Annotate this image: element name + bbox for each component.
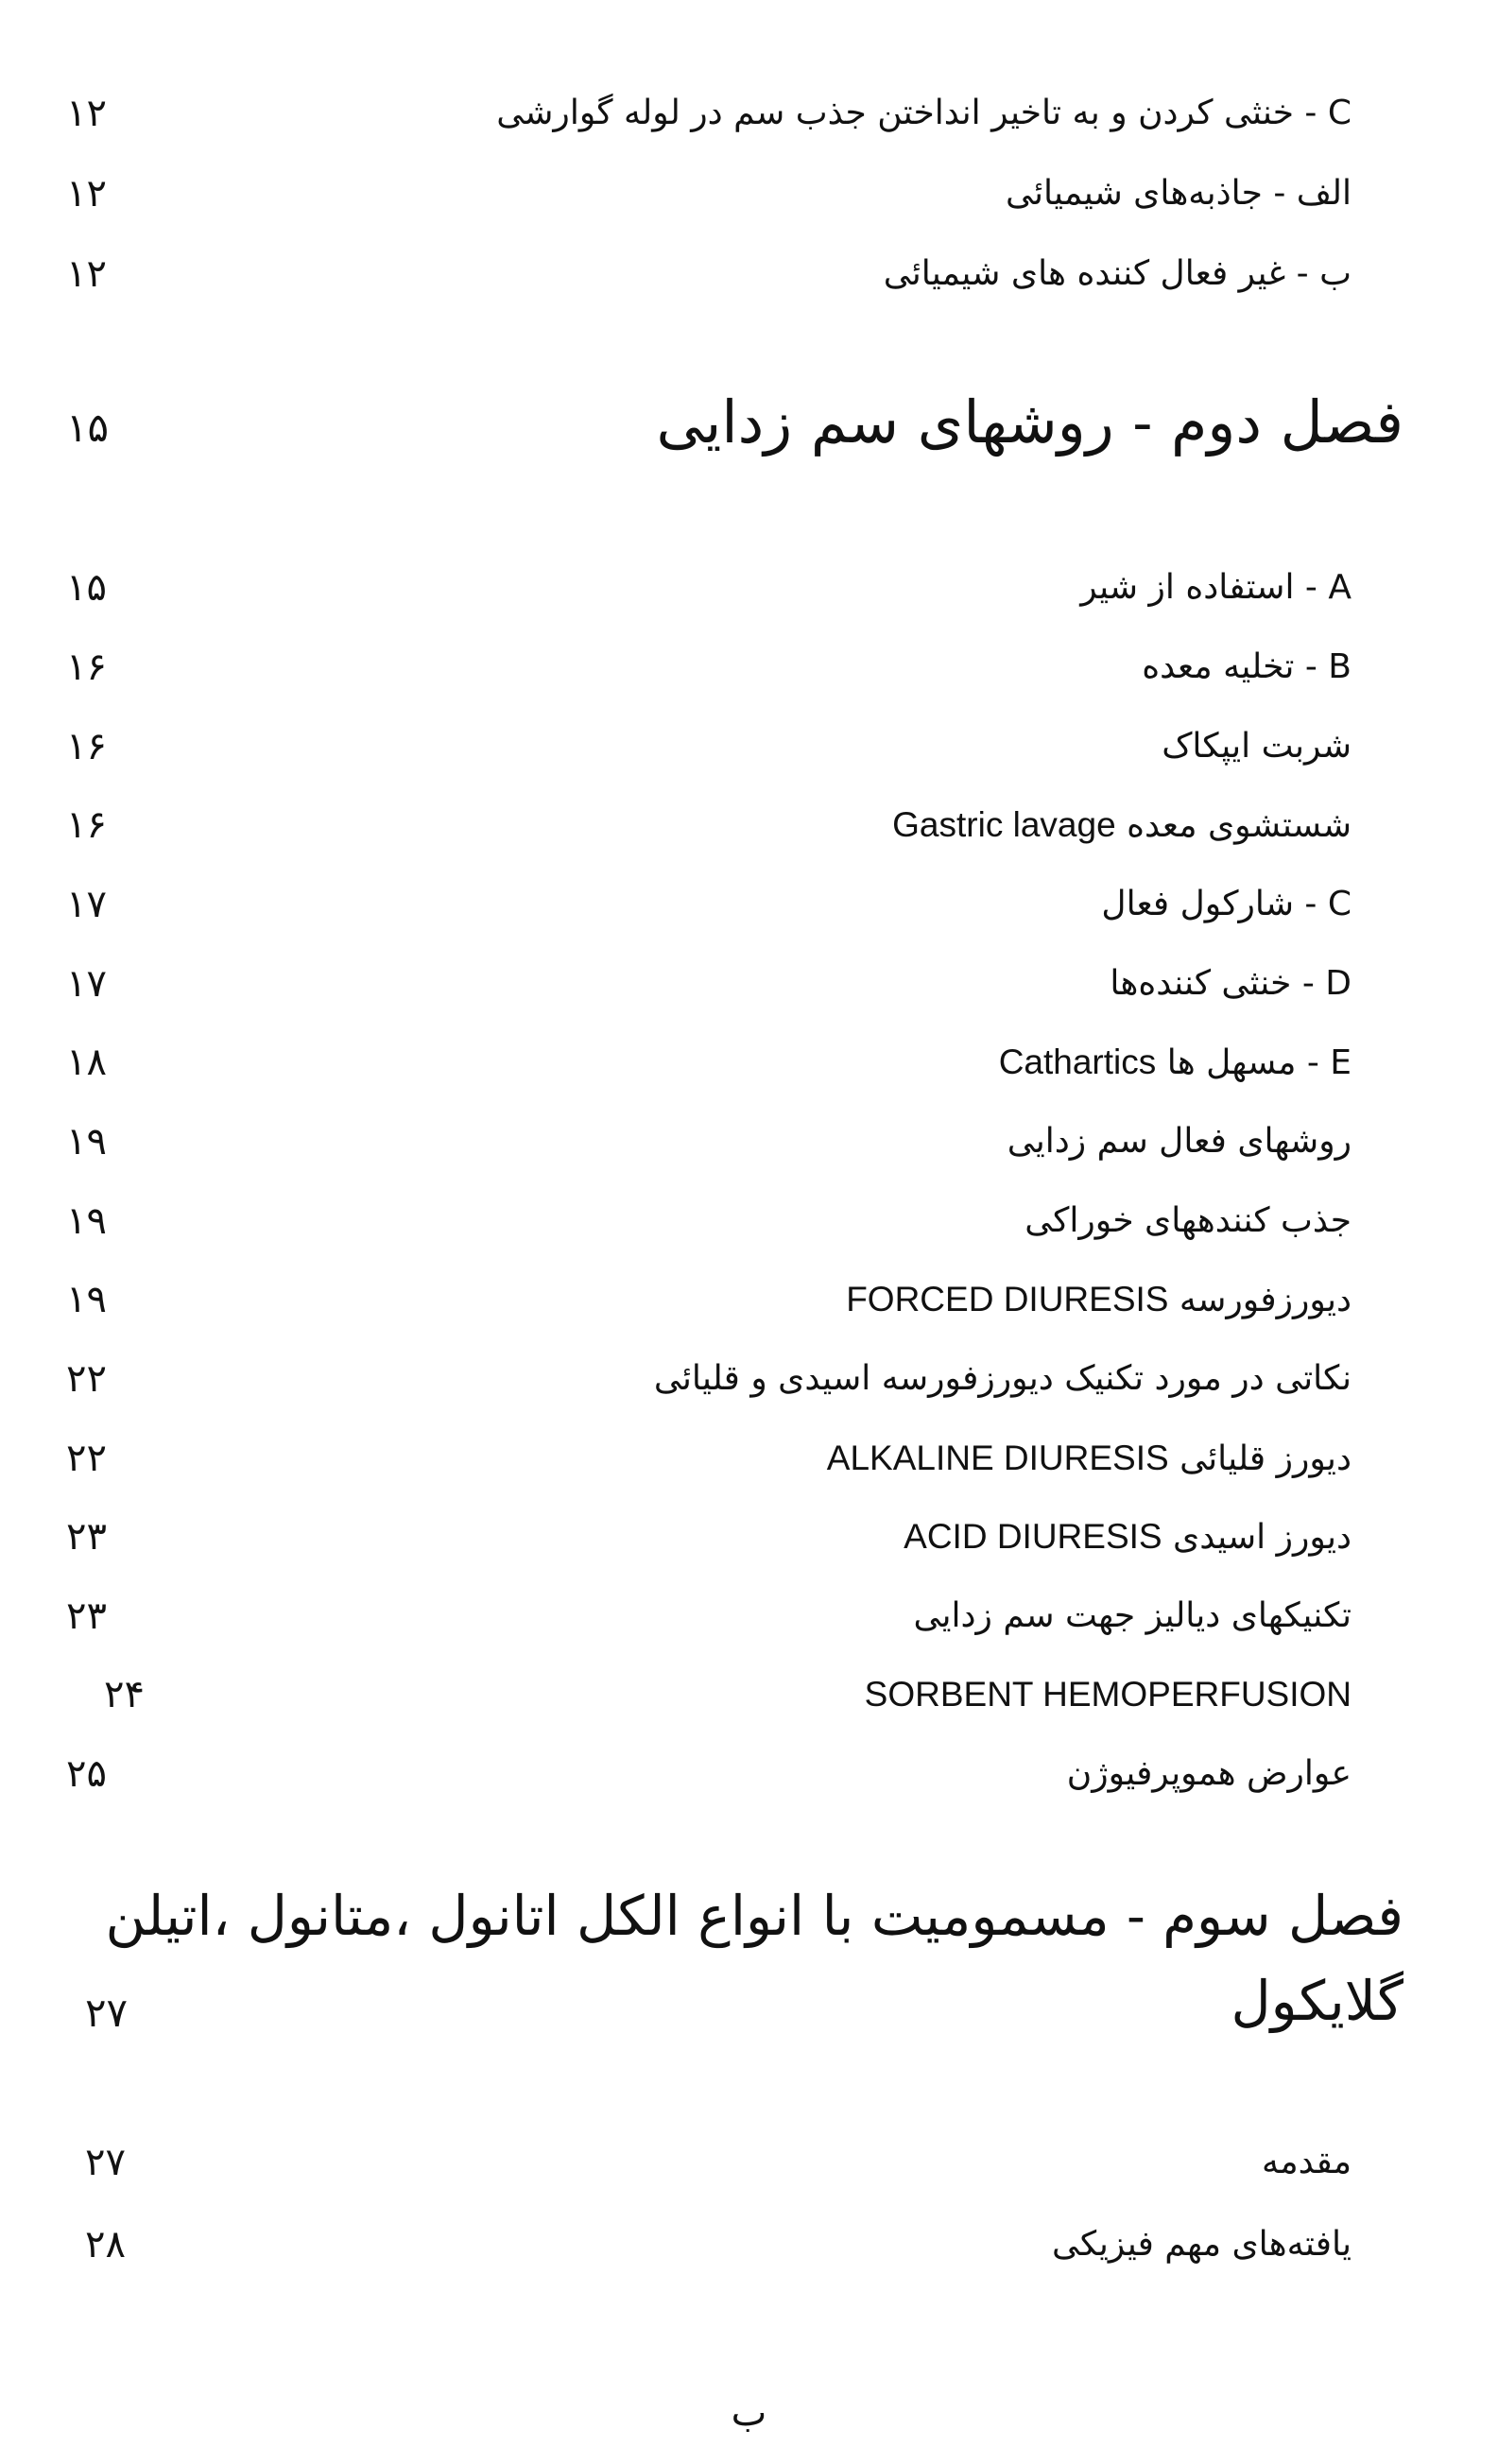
chapter-3-title-line-1: فصل سوم - مسمومیت با انواع الکل اتانول ،متانول ،اتیلن — [105, 1884, 1403, 1948]
latin-term: Gastric lavage — [892, 805, 1116, 844]
toc-entry — [0, 718, 1498, 794]
toc-entry-page: ۱۹ — [66, 1278, 107, 1321]
toc-entry — [0, 246, 1498, 321]
toc-entry-page: ۲۲ — [66, 1437, 107, 1480]
toc-entry-page: ۲۲ — [66, 1357, 107, 1401]
page-footer-letter: ب — [731, 2391, 767, 2435]
toc-entry-page: ۲۷ — [85, 2141, 126, 2184]
chapter-3-page: ۲۷ — [85, 1990, 129, 2036]
latin-term: ACID DIURESIS — [904, 1517, 1162, 1556]
toc-entry-title: عوارض هموپرفیوژن — [1066, 1754, 1352, 1793]
toc-entry-page: ۲۸ — [85, 2223, 126, 2266]
toc-entry-page: ۱۵ — [66, 566, 107, 610]
chapter-2-page: ۱۵ — [66, 405, 110, 451]
toc-entry-title: C - خنثی کردن و به تاخیر انداختن جذب سم در لوله گوارشی — [496, 94, 1352, 132]
toc-entry-page: ۱۷ — [66, 883, 107, 926]
toc-entry-title: تکنیکهای دیالیز جهت سم زدایی — [913, 1596, 1352, 1635]
toc-entry-title: یافته‌های مهم فیزیکی — [1051, 2225, 1352, 2264]
toc-entry — [0, 1271, 1498, 1347]
toc-entry-page: ۱۶ — [66, 646, 107, 689]
toc-entry-page: ۲۵ — [66, 1752, 107, 1796]
toc-entry-page: ۱۶ — [66, 725, 107, 768]
toc-entry-title: روشهای فعال سم زدایی — [1007, 1122, 1352, 1161]
toc-entry-page: ۲۳ — [66, 1594, 107, 1638]
toc-entry-page: ۱۸ — [66, 1041, 107, 1084]
toc-entry — [0, 797, 1498, 872]
toc-entry-page: ۲۴ — [104, 1673, 145, 1716]
toc-entry — [0, 1666, 1498, 1742]
toc-entry-title: A - استفاده از شیر — [1080, 568, 1352, 607]
toc-entry-page: ۱۷ — [66, 962, 107, 1006]
toc-entry — [0, 2134, 1498, 2210]
toc-entry-title: D - خنثی کننده‌ها — [1110, 964, 1352, 1003]
toc-entry — [0, 560, 1498, 635]
toc-entry-page: ۲۳ — [66, 1515, 107, 1559]
toc-entry-title: شستشوی معده Gastric lavage — [892, 805, 1352, 845]
toc-entry — [0, 1113, 1498, 1189]
toc-entry-title: نکاتی در مورد تکنیک دیورزفورسه اسیدی و قلیائی — [653, 1359, 1352, 1398]
toc-entry-title: الف - جاذبه‌های شیمیائی — [1006, 174, 1352, 213]
chapter-3-title-line-2: گلایکول — [1231, 1969, 1403, 2033]
toc-entry — [0, 876, 1498, 952]
toc-entry-title: E - مسهل ها Cathartics — [998, 1042, 1352, 1082]
toc-entry-title: دیورز قلیائی ALKALINE DIURESIS — [826, 1439, 1352, 1478]
toc-entry-title: دیورزفورسه FORCED DIURESIS — [846, 1280, 1352, 1319]
toc-entry — [0, 956, 1498, 1031]
toc-entry — [0, 639, 1498, 715]
toc-entry — [0, 1508, 1498, 1584]
toc-entry — [0, 1430, 1498, 1506]
toc-entry-page: ۱۲ — [66, 92, 107, 135]
toc-entry-page: ۱۶ — [66, 803, 107, 847]
toc-entry — [0, 1746, 1498, 1821]
latin-term: SORBENT HEMOPERFUSION — [864, 1675, 1352, 1714]
toc-entry — [0, 1588, 1498, 1663]
toc-entry-title: شربت ایپکاک — [1162, 727, 1352, 766]
toc-entry — [0, 85, 1498, 161]
toc-entry — [0, 1193, 1498, 1268]
toc-entry-title: مقدمه — [1262, 2143, 1352, 2181]
latin-term: Cathartics — [998, 1042, 1157, 1081]
chapter-2-title: فصل دوم - روشهای سم زدایی — [656, 388, 1403, 457]
toc-entry-title: ب - غیر فعال کننده های شیمیائی — [883, 254, 1352, 293]
toc-entry-page: ۱۹ — [66, 1120, 107, 1163]
latin-term: FORCED DIURESIS — [846, 1280, 1169, 1318]
toc-entry-page: ۱۲ — [66, 172, 107, 215]
toc-entry-title: C - شارکول فعال — [1101, 885, 1352, 923]
toc-entry — [0, 1351, 1498, 1426]
toc-entry — [0, 165, 1498, 241]
toc-entry — [0, 2216, 1498, 2292]
latin-term: ALKALINE DIURESIS — [826, 1439, 1169, 1477]
toc-entry-title: B - تخلیه معده — [1142, 647, 1352, 686]
toc-entry-title: جذب کنندههای خوراکی — [1024, 1201, 1352, 1240]
toc-entry-title: دیورز اسیدی ACID DIURESIS — [904, 1517, 1352, 1557]
toc-entry-page: ۱۹ — [66, 1199, 107, 1243]
toc-entry-title — [865, 1666, 1352, 1724]
toc-entry-page: ۱۲ — [66, 252, 107, 296]
toc-entry — [0, 1034, 1498, 1110]
